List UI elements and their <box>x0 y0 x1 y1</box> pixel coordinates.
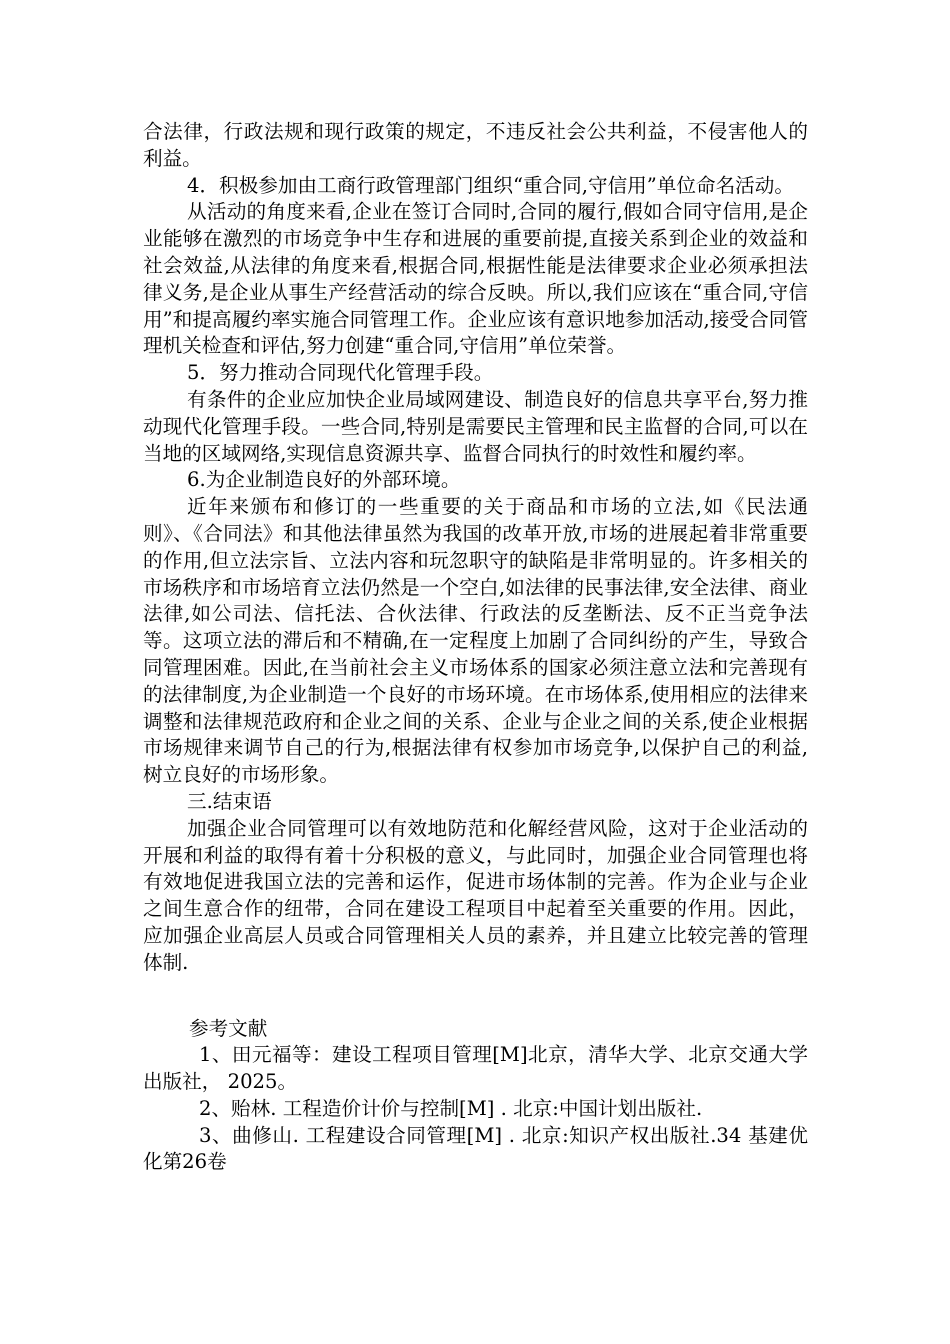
paragraph: 近年来颁布和修订的一些重要的关于商品和市场的立法,如《民法通则》、《合同法》和其他法律虽然为我国的改革开放,市场的进展起着非常重要的作用,但立法宗旨、立法内容和玩忽职守的缺陷是非常明显的。许多相关的市场秩序和市场培育立法仍然是一个空白,如法律的民事法律,安全法律、商业法律,如公司法、信托法、合伙法律、行政法的反垄断法、反不正当竞争法等。这项立法的滞后和不精确,在一定程度上加剧了合同纠纷的产生，导致合同管理困难。因此,在当前社会主义市场体系的国家必须注意立法和完善现有的法律制度,为企业制造一个良好的市场环境。在市场体系,使用相应的法律来调整和法律规范政府和企业之间的关系、企业与企业之间的关系,使企业根据市场规律来调节自己的行为,根据法律有权参加市场竞争,以保护自己的利益,树立良好的市场形象。 <box>143 495 808 787</box>
paragraph-continuation: 合法律，行政法规和现行政策的规定，不违反社会公共利益，不侵害他人的利益。 <box>143 120 808 170</box>
document-body <box>143 119 808 1176</box>
references-title: 参考文献 <box>189 1016 268 1040</box>
paragraph: 从活动的角度来看,企业在签订合同时,合同的履行,假如合同守信用,是企业能够在激烈的市场竞争中生存和进展的重要前提,直接关系到企业的效益和社会效益,从法律的角度来看,根据合同,根据性能是法律要求企业必须承担法律义务,是企业从事生产经营活动的综合反映。所以,我们应该在“重合同,守信用”和提高履约率实施合同管理工作。企业应该有意识地参加活动,接受合同管理机关检查和评估,努力创建“重合同,守信用”单位荣誉。 <box>143 200 808 358</box>
section-heading-5: 5．努力推动合同现代化管理手段。 <box>187 361 494 385</box>
reference-item: 3、曲修山. 工程建设合同管理[M] . 北京:知识产权出版社.34 基建优化第26卷 <box>143 1123 808 1174</box>
section-heading-4: 4．积极参加由工商行政管理部门组织“重合同,守信用”单位命名活动。 <box>187 173 794 197</box>
paragraph: 加强企业合同管理可以有效地防范和化解经营风险，这对于企业活动的开展和利益的取得有着十分积极的意义，与此同时，加强企业合同管理也将有效地促进我国立法的完善和运作，促进市场体制的完善。作为企业与企业之间生意合作的纽带，合同在建设工程项目中起着至关重要的作用。因此，应加强企业高层人员或合同管理相关人员的素养，并且建立比较完善的管理体制. <box>143 816 808 974</box>
reference-item: 1、田元福等：建设工程项目管理[M]北京，清华大学、北京交通大学出版社， 2025。 <box>143 1043 808 1094</box>
section-heading-6: 6.为企业制造良好的外部环境。 <box>187 468 461 492</box>
section-heading-conclusion: 三.结束语 <box>187 789 272 813</box>
paragraph: 有条件的企业应加快企业局域网建设、制造良好的信息共享平台,努力推动现代化管理手段。一些合同,特别是需要民主管理和民主监督的合同,可以在当地的区域网络,实现信息资源共享、监督合同执行的时效性和履约率。 <box>143 387 808 465</box>
reference-item: 2、贻林. 工程造价计价与控制[M] . 北京:中国计划出版社. <box>199 1096 703 1120</box>
